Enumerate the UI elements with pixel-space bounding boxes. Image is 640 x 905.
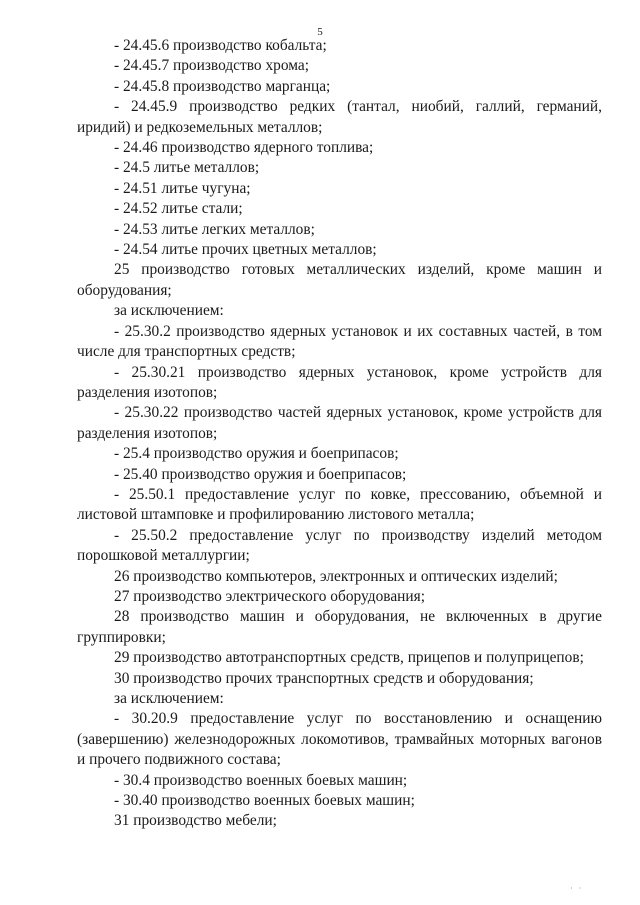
section-item: 31 производство мебели; (114, 812, 277, 830)
section-item: 30 производство прочих транспортных средств и оборудования; (114, 669, 534, 687)
list-item: - 24.51 литье чугуна; (114, 179, 251, 197)
list-item: - 30.4 производство военных боевых машин; (114, 771, 408, 789)
exception-heading: за исключением: (114, 690, 224, 707)
list-item: - 25.40 производство оружия и боеприпасов; (114, 465, 407, 483)
list-item: - 30.20.9 предоставление услуг по восстановлению и оснащению (завершению) железнодорожных локомотивов, трамвайных моторных вагонов и прочего подвижного состава; (77, 710, 602, 769)
page-number: 5 (317, 26, 323, 38)
list-item: - 24.45.7 производство хрома; (114, 57, 309, 75)
list-item: - 24.45.9 производство редких (тантал, ниобий, галлий, германий, иридий) и редкоземельных металлов; (77, 98, 602, 136)
section-item: 29 производство автотранспортных средств, прицепов и полуприцепов; (114, 649, 584, 667)
list-item: - 25.50.1 предоставление услуг по ковке, прессованию, объемной и листовой штамповке и профилированию листового металла; (77, 485, 602, 524)
list-item: - 25.30.21 производство ядерных установок, кроме устройств для разделения изотопов; (77, 363, 602, 401)
document-body (77, 36, 602, 832)
section-item: 25 производство готовых металлических изделий, кроме машин и оборудования; (77, 261, 602, 299)
list-item: - 24.5 литье металлов; (114, 159, 260, 177)
list-item: - 30.40 производство военных боевых машин; (114, 792, 415, 810)
list-item: - 24.45.6 производство кобальта; (114, 37, 327, 54)
section-item: 28 производство машин и оборудования, не включенных в другие группировки; (77, 608, 602, 646)
section-item: 27 производство электрического оборудования; (114, 587, 425, 605)
list-item: - 25.30.22 производство частей ядерных установок, кроме устройств для разделения изотопов; (77, 404, 602, 442)
list-item: - 25.30.2 производство ядерных установок и их составных частей, в том числе для транспортных средств; (77, 322, 602, 361)
list-item: - 24.46 производство ядерного топлива; (114, 139, 374, 157)
list-item: - 24.45.8 производство марганца; (114, 77, 331, 95)
list-item: - 24.53 литье легких металлов; (114, 220, 315, 238)
exception-heading: за исключением: (114, 302, 224, 320)
scan-artifact: · · (570, 884, 584, 893)
list-item: - 25.50.2 предоставление услуг по производству изделий методом порошковой металлургии; (77, 526, 602, 565)
list-item: - 24.52 литье стали; (114, 200, 243, 218)
list-item: - 25.4 производство оружия и боеприпасов; (114, 445, 399, 463)
section-item: 26 производство компьютеров, электронных и оптических изделий; (114, 567, 558, 585)
list-item: - 24.54 литье прочих цветных металлов; (114, 241, 377, 259)
